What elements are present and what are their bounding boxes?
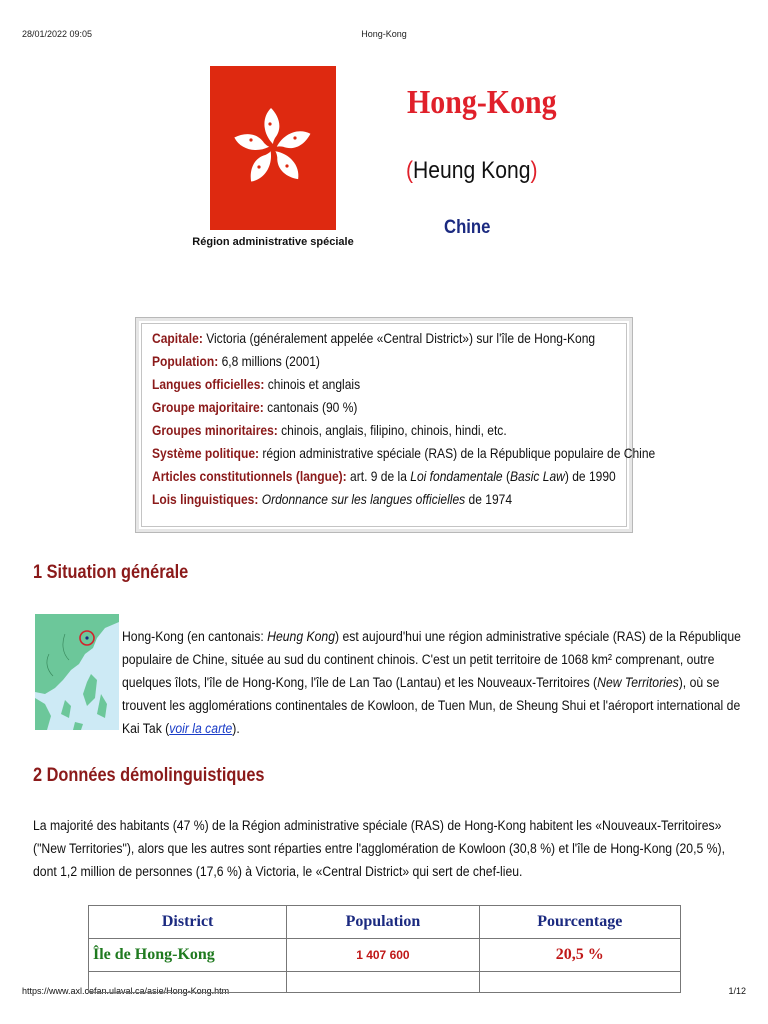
table-row xyxy=(89,939,681,972)
country-name: Chine xyxy=(444,217,491,238)
flag-caption: Région administrative spéciale xyxy=(192,236,354,248)
info-population: Population: 6,8 millions (2001) xyxy=(152,353,320,369)
print-url: https://www.axl.cefan.ulaval.ca/asie/Hong-Kong.htm xyxy=(22,986,230,996)
cell-percentage: 20,5 % xyxy=(479,939,680,972)
section-heading-general: 1 Situation générale xyxy=(33,562,189,583)
cell-district: Île de Hong-Kong xyxy=(89,939,287,972)
paragraph-situation: Hong-Kong (en cantonais: Heung Kong) est aujourd'hui une région administrative spéciale (RAS) de la République populaire de Chine, située au sud du continent chinois. C'est un petit territoire de 1068 km² comprenant, outre quelques îlots, l'île de Hong-Kong, l'île de Lan Tao (Lantau) et les Nouveaux-Territoires (New Territories), où se trouvent les agglomérations continentales de Kowloon, de Tuen Mun, de Sheung Shui et l'aéroport international de Kai Tak (voir la carte). xyxy=(122,629,741,737)
print-page-number: 1/12 xyxy=(728,986,746,996)
info-political-system: Système politique: région administrative spéciale (RAS) de la République populaire de Chine xyxy=(152,445,656,461)
native-name: Heung Kong xyxy=(413,157,531,184)
info-box xyxy=(135,317,656,533)
column-header-district: District xyxy=(89,906,287,939)
bauhinia-flower-icon xyxy=(210,66,336,230)
info-constitutional-articles: Articles constitutionnels (langue): art. 9 de la Loi fondamentale (Basic Law) de 1990 xyxy=(152,468,616,484)
map-link[interactable]: voir la carte xyxy=(169,721,233,737)
map-image xyxy=(35,614,119,730)
print-date: 28/01/2022 09:05 xyxy=(22,29,93,39)
table-row xyxy=(89,972,681,993)
page-title: Hong-Kong xyxy=(407,84,557,121)
info-language-laws: Lois linguistiques: Ordonnance sur les langues officielles de 1974 xyxy=(152,491,513,507)
info-official-languages: Langues officielles: chinois et anglais xyxy=(152,376,361,392)
cell-population: 1 407 600 xyxy=(287,939,479,972)
paragraph-demolinguistics: La majorité des habitants (47 %) de la Région administrative spéciale (RAS) de Hong-Kong habitent les «Nouveaux-Territoires» ("New Territories"), alors que les autres sont réparties entre l'agglomération de Kowloon (30,8 %) et l'île de Hong-Kong (20,5 %), dont 1,2 million de personnes (17,6 %) à Victoria, le «Central District» qui sert de chef-lieu. xyxy=(33,818,725,880)
location-map[interactable] xyxy=(35,614,119,730)
open-paren: ( xyxy=(406,157,414,184)
column-header-percentage: Pourcentage xyxy=(479,906,680,939)
district-table xyxy=(88,905,681,993)
print-title: Hong-Kong xyxy=(361,29,407,39)
info-capital: Capitale: Victoria (généralement appelée «Central District») sur l'île de Hong-Kong xyxy=(152,330,596,346)
close-paren: ) xyxy=(530,157,538,184)
hong-kong-flag xyxy=(210,66,336,230)
page-subtitle xyxy=(406,157,538,185)
table-header-row xyxy=(89,906,681,939)
info-majority-group: Groupe majoritaire: cantonais (90 %) xyxy=(152,399,358,415)
info-minority-groups: Groupes minoritaires: chinois, anglais, filipino, chinois, hindi, etc. xyxy=(152,422,507,438)
section-heading-demolinguistics: 2 Données démolinguistiques xyxy=(33,765,265,786)
column-header-population: Population xyxy=(287,906,479,939)
